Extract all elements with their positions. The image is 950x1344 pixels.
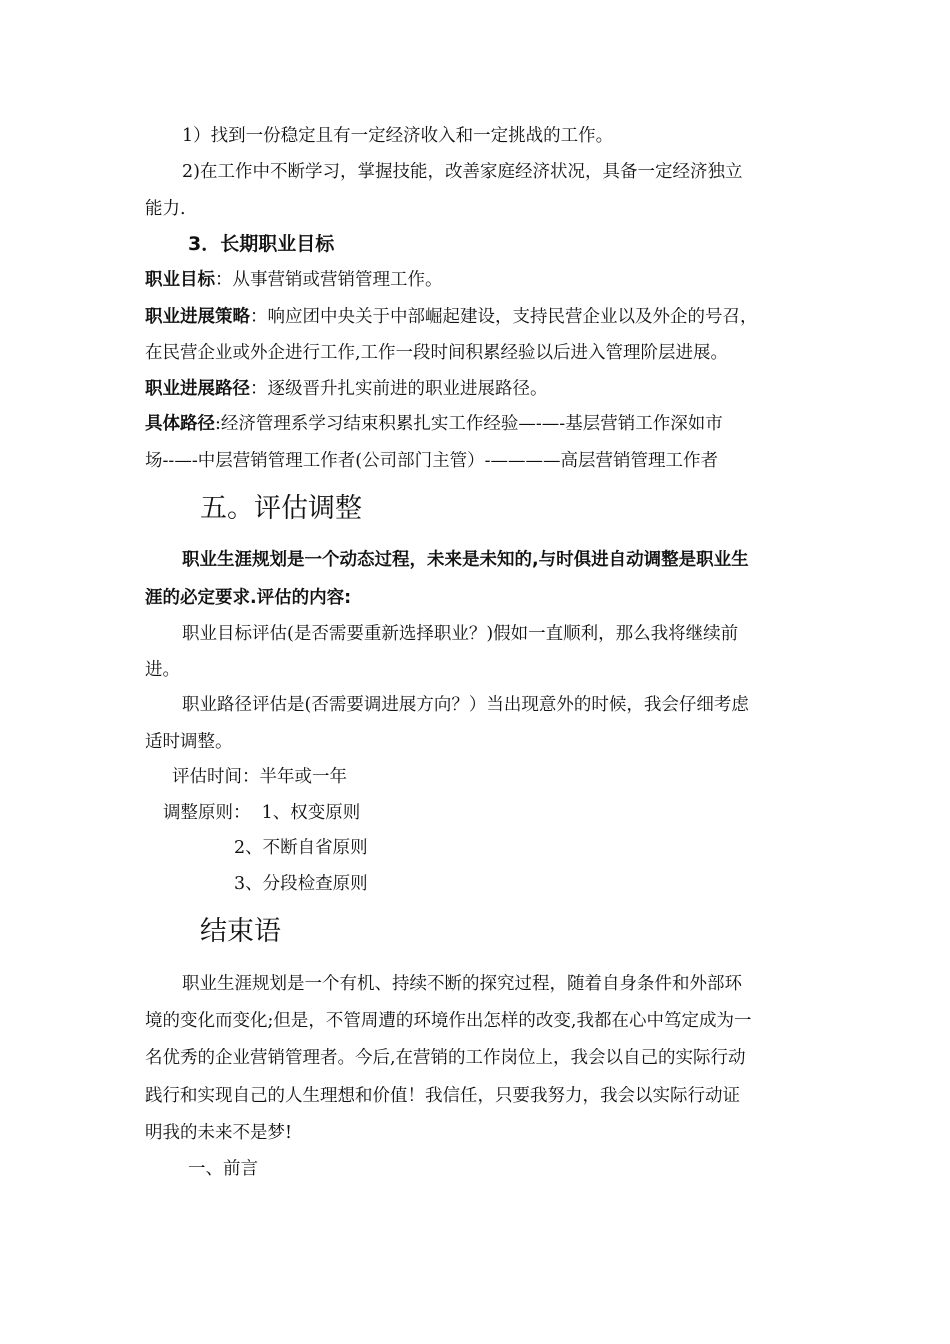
preface-heading: 一、前言	[188, 1159, 258, 1179]
specific-path-line-1	[145, 412, 723, 436]
conclusion-line-5: 明我的未来不是梦!	[145, 1123, 293, 1143]
eval-path-line-2: 适时调整。	[145, 732, 233, 752]
conclusion-heading: 结束语	[200, 916, 281, 947]
path-line	[145, 377, 548, 401]
specific-path-text-1: :经济管理系学习结束积累扎实工作经验—-—-基层营销工作深如市	[215, 414, 723, 434]
eval-time: 评估时间：半年或一年	[172, 767, 347, 787]
career-goal-line	[145, 268, 443, 292]
adjust-principle-1: 调整原则： 1、权变原则	[163, 803, 361, 823]
conclusion-line-1: 职业生涯规划是一个有机、持续不断的探究过程，随着自身条件和外部环	[182, 974, 742, 994]
section-5-intro-line-1: 职业生涯规划是一个动态过程，未来是未知的,与时俱进自动调整是职业生	[182, 550, 749, 570]
path-label: 职业进展路径	[145, 379, 250, 399]
specific-path-line-2: 场--—-中层营销管理工作者(公司部门主管）-————高层营销管理工作者	[145, 451, 718, 471]
strategy-label: 职业进展策略	[145, 307, 250, 327]
specific-path-label: 具体路径	[145, 414, 215, 434]
career-goal-text: ：从事营销或营销管理工作。	[215, 270, 443, 290]
strategy-text-1: ：响应团中央关于中部崛起建设，支持民营企业以及外企的号召，	[250, 307, 758, 327]
section-5-heading: 五。评估调整	[200, 493, 362, 524]
adjust-principle-3: 3、分段检查原则	[234, 874, 368, 894]
eval-goal-line-1: 职业目标评估(是否需要重新选择职业？)假如一直顺利，那么我将继续前	[182, 624, 739, 644]
section-5-intro-line-2: 涯的必定要求.评估的内容:	[145, 588, 352, 608]
short-goal-item-2-line-1: 2)在工作中不断学习，掌握技能，改善家庭经济状况，具备一定经济独立	[182, 162, 743, 182]
conclusion-line-2: 境的变化而变化;但是，不管周遭的环境作出怎样的改变,我都在心中笃定成为一	[145, 1011, 752, 1031]
short-goal-item-2-line-2: 能力.	[145, 199, 186, 219]
eval-goal-line-2: 进。	[145, 660, 180, 680]
short-goal-item-1: 1）找到一份稳定且有一定经济收入和一定挑战的工作。	[182, 126, 614, 146]
strategy-line-1	[145, 305, 758, 329]
eval-path-line-1: 职业路径评估是(否需要调进展方向？）当出现意外的时候，我会仔细考虑	[182, 695, 749, 715]
conclusion-line-4: 践行和实现自己的人生理想和价值！我信任，只要我努力，我会以实际行动证	[145, 1086, 740, 1106]
conclusion-line-3: 名优秀的企业营销管理者。今后,在营销的工作岗位上，我会以自己的实际行动	[145, 1048, 746, 1068]
career-goal-label: 职业目标	[145, 270, 215, 290]
path-text: ：逐级晋升扎实前进的职业进展路径。	[250, 379, 548, 399]
long-term-heading: 3．长期职业目标	[188, 233, 335, 255]
adjust-principle-2: 2、不断自省原则	[234, 838, 368, 858]
strategy-line-2: 在民营企业或外企进行工作,工作一段时间积累经验以后进入管理阶层进展。	[145, 343, 729, 363]
